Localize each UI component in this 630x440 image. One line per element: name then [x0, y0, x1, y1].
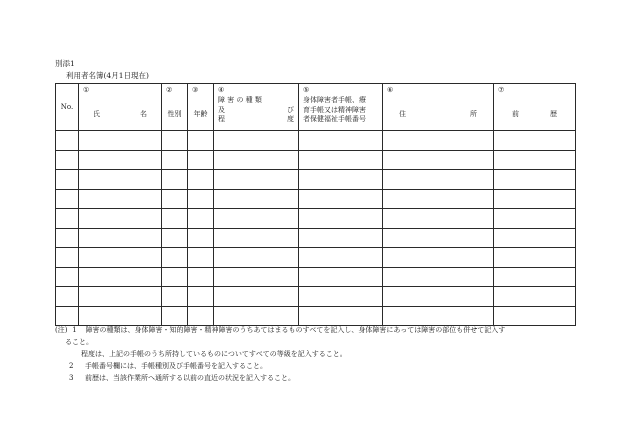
- note-text: 程度は、上記の手帳のうち所持しているものについてすべての等級を記入すること。: [81, 350, 347, 358]
- header-handbook: [299, 84, 383, 131]
- notes-prefix: (注): [55, 326, 68, 334]
- table-cell[interactable]: [494, 287, 576, 307]
- table-cell[interactable]: [56, 189, 79, 209]
- table-cell[interactable]: [188, 248, 214, 268]
- table-cell[interactable]: [494, 228, 576, 248]
- table-cell[interactable]: [299, 170, 383, 190]
- note-item: [55, 348, 585, 360]
- table-cell[interactable]: [188, 150, 214, 170]
- note-text: ること。: [65, 338, 93, 346]
- table-cell[interactable]: [494, 131, 576, 151]
- table-cell[interactable]: [494, 248, 576, 268]
- table-cell[interactable]: [383, 209, 494, 229]
- table-cell[interactable]: [79, 170, 162, 190]
- table-cell[interactable]: [162, 131, 188, 151]
- note-item: [55, 336, 585, 348]
- header-sex: [162, 84, 188, 131]
- table-cell[interactable]: [383, 248, 494, 268]
- header-name: [79, 84, 162, 131]
- note-text: 手帳番号欄には、手帳種別及び手帳番号を記入すること。: [85, 362, 267, 370]
- roster-table: [55, 83, 576, 326]
- table-cell[interactable]: [214, 267, 299, 287]
- table-row: [56, 306, 576, 326]
- table-cell[interactable]: [162, 170, 188, 190]
- table-cell[interactable]: [79, 267, 162, 287]
- notes-section: [55, 324, 585, 384]
- header-disability-line3b: 度: [287, 115, 294, 123]
- table-cell[interactable]: [299, 131, 383, 151]
- table-cell[interactable]: [214, 228, 299, 248]
- table-cell[interactable]: [214, 170, 299, 190]
- table-cell[interactable]: [214, 209, 299, 229]
- table-row: [56, 170, 576, 190]
- table-cell[interactable]: [188, 189, 214, 209]
- table-cell[interactable]: [188, 306, 214, 326]
- note-text: 前歴は、当該作業所へ通所する以前の直近の状況を記入すること。: [85, 374, 295, 382]
- table-cell[interactable]: [56, 209, 79, 229]
- table-cell[interactable]: [162, 228, 188, 248]
- header-history-char1: 前: [512, 110, 519, 118]
- table-cell[interactable]: [56, 228, 79, 248]
- table-cell[interactable]: [162, 306, 188, 326]
- table-cell[interactable]: [383, 306, 494, 326]
- table-cell[interactable]: [162, 209, 188, 229]
- table-cell[interactable]: [214, 131, 299, 151]
- table-cell[interactable]: [383, 228, 494, 248]
- header-sex-label: 性別: [167, 110, 182, 118]
- table-cell[interactable]: [56, 287, 79, 307]
- table-cell[interactable]: [56, 170, 79, 190]
- table-cell[interactable]: [299, 287, 383, 307]
- table-cell[interactable]: [383, 150, 494, 170]
- table-cell[interactable]: [383, 267, 494, 287]
- table-cell[interactable]: [299, 228, 383, 248]
- header-age-num: ③: [192, 86, 199, 94]
- header-handbook-num: ⑤: [303, 86, 310, 94]
- table-cell[interactable]: [383, 131, 494, 151]
- table-cell[interactable]: [188, 267, 214, 287]
- header-disability-line1: 障 害 の 種 類: [218, 96, 262, 104]
- table-row: [56, 131, 576, 151]
- table-cell[interactable]: [383, 287, 494, 307]
- table-cell[interactable]: [56, 150, 79, 170]
- table-cell[interactable]: [299, 150, 383, 170]
- table-row: [56, 267, 576, 287]
- header-disability-num: ④: [218, 86, 225, 94]
- note-number: 1: [72, 326, 77, 334]
- table-cell[interactable]: [188, 209, 214, 229]
- table-cell[interactable]: [162, 150, 188, 170]
- header-address-num: ⑥: [387, 86, 394, 94]
- table-row: [56, 209, 576, 229]
- table-cell[interactable]: [79, 131, 162, 151]
- header-address-char1: 住: [399, 110, 406, 118]
- table-cell[interactable]: [383, 170, 494, 190]
- header-disability: [214, 84, 299, 131]
- attachment-label: 別添1: [55, 59, 75, 68]
- table-cell[interactable]: [79, 209, 162, 229]
- table-cell[interactable]: [494, 267, 576, 287]
- note-number: 2: [69, 362, 74, 370]
- table-cell[interactable]: [494, 150, 576, 170]
- table-cell[interactable]: [162, 287, 188, 307]
- roster-title: 利用者名簿(4月1日現在): [66, 71, 149, 80]
- header-age-label: 年齢: [193, 110, 208, 118]
- header-address-char2: 所: [470, 110, 477, 118]
- table-cell[interactable]: [299, 189, 383, 209]
- table-cell[interactable]: [162, 189, 188, 209]
- table-cell[interactable]: [188, 170, 214, 190]
- table-cell[interactable]: [188, 228, 214, 248]
- header-history: [494, 84, 576, 131]
- table-cell[interactable]: [56, 306, 79, 326]
- table-cell[interactable]: [79, 287, 162, 307]
- table-cell[interactable]: [299, 267, 383, 287]
- header-row: [56, 84, 576, 131]
- header-handbook-line1: 身体障害者手帳、療: [303, 96, 366, 104]
- header-history-num: ⑦: [498, 86, 505, 94]
- table-cell[interactable]: [214, 189, 299, 209]
- table-cell[interactable]: [79, 150, 162, 170]
- table-cell[interactable]: [299, 209, 383, 229]
- table-cell[interactable]: [56, 131, 79, 151]
- header-disability-line2b: び: [287, 105, 294, 114]
- table-cell[interactable]: [494, 170, 576, 190]
- table-row: [56, 228, 576, 248]
- table-cell[interactable]: [188, 287, 214, 307]
- table-row: [56, 189, 576, 209]
- header-no-label: No.: [60, 103, 74, 111]
- header-name-num: ①: [83, 86, 90, 94]
- header-history-char2: 歴: [550, 110, 557, 118]
- table-cell[interactable]: [56, 248, 79, 268]
- table-cell[interactable]: [214, 248, 299, 268]
- header-age: [188, 84, 214, 131]
- roster-body: [56, 131, 576, 326]
- table-cell[interactable]: [494, 209, 576, 229]
- note-number: 3: [69, 374, 74, 382]
- header-address: [383, 84, 494, 131]
- table-cell[interactable]: [79, 189, 162, 209]
- note-item: [55, 372, 585, 384]
- header-disability-line2a: 及: [218, 105, 225, 114]
- header-name-char2: 名: [140, 110, 147, 118]
- table-cell[interactable]: [79, 248, 162, 268]
- table-row: [56, 150, 576, 170]
- table-cell[interactable]: [79, 228, 162, 248]
- table-cell[interactable]: [494, 189, 576, 209]
- note-item: [55, 324, 585, 336]
- table-cell[interactable]: [79, 306, 162, 326]
- table-row: [56, 287, 576, 307]
- table-cell[interactable]: [299, 248, 383, 268]
- table-cell[interactable]: [214, 150, 299, 170]
- table-cell[interactable]: [494, 306, 576, 326]
- table-cell[interactable]: [299, 306, 383, 326]
- table-cell[interactable]: [162, 248, 188, 268]
- table-cell[interactable]: [383, 189, 494, 209]
- header-name-char1: 氏: [93, 110, 100, 118]
- header-no: [56, 84, 79, 131]
- header-disability-line3a: 程: [218, 115, 225, 123]
- header-handbook-line3: 者保健福祉手帳番号: [303, 115, 366, 123]
- table-row: [56, 248, 576, 268]
- header-handbook-line2: 育手帳又は精神障害: [303, 105, 366, 114]
- table-cell[interactable]: [162, 267, 188, 287]
- note-text: 障害の種類は、身体障害・知的障害・精神障害のうちあてはまるものすべてを記入し、身体障害にあっては障害の部位も併せて記入す: [85, 326, 506, 334]
- table-cell[interactable]: [188, 131, 214, 151]
- table-cell[interactable]: [214, 306, 299, 326]
- table-cell[interactable]: [214, 287, 299, 307]
- table-cell[interactable]: [56, 267, 79, 287]
- header-sex-num: ②: [166, 86, 173, 94]
- note-item: [55, 360, 585, 372]
